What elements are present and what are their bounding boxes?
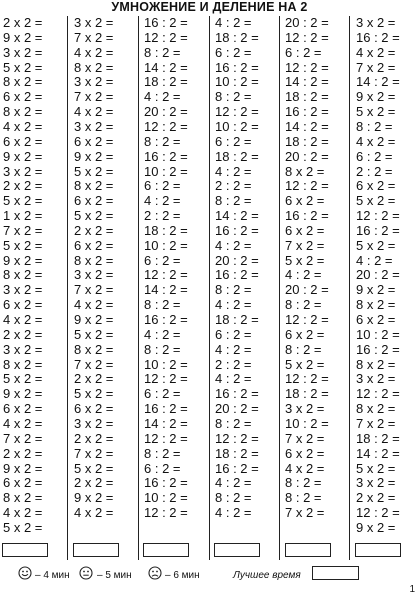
exercise-item: 18 : 2 =	[285, 133, 329, 149]
column-divider	[349, 16, 350, 560]
exercise-item: 12 : 2 =	[285, 29, 329, 45]
exercise-item: 12 : 2 =	[356, 505, 400, 521]
exercise-item: 9 x 2 =	[3, 386, 43, 402]
exercise-item: 8 : 2 =	[144, 44, 181, 60]
answer-box-4[interactable]	[214, 543, 260, 557]
exercise-item: 5 x 2 =	[285, 252, 325, 268]
exercise-item: 4 : 2 =	[285, 267, 322, 283]
exercise-item: 7 x 2 =	[74, 356, 114, 372]
answer-box-5[interactable]	[285, 543, 331, 557]
exercise-item: 14 : 2 =	[356, 445, 400, 461]
time-6-label: – 6 мин	[165, 570, 200, 581]
exercise-column-2	[74, 16, 144, 536]
exercise-item: 4 x 2 =	[3, 118, 43, 134]
exercise-item: 6 x 2 =	[285, 193, 325, 209]
exercise-item: 5 x 2 =	[74, 326, 114, 342]
exercise-item: 4 : 2 =	[215, 371, 252, 387]
exercise-item: 6 x 2 =	[3, 89, 43, 105]
exercise-item: 5 x 2 =	[74, 208, 114, 224]
exercise-item: 20 : 2 =	[285, 282, 329, 298]
exercise-item: 7 x 2 =	[356, 415, 396, 431]
exercise-item: 6 : 2 =	[144, 386, 181, 402]
exercise-item: 6 : 2 =	[215, 44, 252, 60]
exercise-item: 12 : 2 =	[144, 505, 188, 521]
exercise-item: 3 x 2 =	[3, 341, 43, 357]
exercise-item: 5 x 2 =	[74, 386, 114, 402]
exercise-item: 20 : 2 =	[215, 252, 259, 268]
exercise-column-4	[215, 16, 285, 536]
exercise-item: 16 : 2 =	[215, 386, 259, 402]
exercise-item: 6 : 2 =	[215, 133, 252, 149]
exercise-item: 20 : 2 =	[356, 267, 400, 283]
exercise-item: 18 : 2 =	[285, 89, 329, 105]
exercise-item: 4 : 2 =	[144, 193, 181, 209]
exercise-item: 12 : 2 =	[285, 312, 329, 327]
exercise-item: 6 : 2 =	[356, 148, 393, 164]
exercise-item: 6 x 2 =	[3, 133, 43, 149]
exercise-item: 6 x 2 =	[356, 178, 396, 194]
exercise-item: 4 : 2 =	[215, 505, 252, 521]
exercise-item: 9 x 2 =	[3, 460, 43, 476]
exercise-item: 7 x 2 =	[285, 237, 325, 253]
exercise-item: 7 x 2 =	[74, 445, 114, 461]
exercise-item: 8 : 2 =	[215, 415, 252, 431]
exercise-item: 12 : 2 =	[144, 430, 188, 446]
exercise-item: 16 : 2 =	[215, 460, 259, 476]
exercise-item: 2 x 2 =	[3, 445, 43, 461]
exercise-item: 12 : 2 =	[144, 29, 188, 45]
exercise-item: 8 x 2 =	[74, 178, 114, 194]
exercise-item: 10 : 2 =	[215, 74, 259, 90]
exercise-item: 14 : 2 =	[144, 282, 188, 298]
exercise-item: 9 x 2 =	[74, 312, 114, 327]
exercise-item: 5 x 2 =	[3, 371, 43, 387]
exercise-item: 7 x 2 =	[74, 282, 114, 298]
exercise-item: 2 x 2 =	[3, 326, 43, 342]
exercise-item: 8 x 2 =	[74, 252, 114, 268]
exercise-item: 6 x 2 =	[285, 326, 325, 342]
exercise-item: 16 : 2 =	[285, 104, 329, 120]
exercise-item: 4 : 2 =	[144, 89, 181, 105]
exercise-item: 4 x 2 =	[3, 415, 43, 431]
exercise-item: 14 : 2 =	[285, 74, 329, 90]
exercise-item: 8 x 2 =	[356, 297, 396, 313]
exercise-item: 6 x 2 =	[285, 445, 325, 461]
exercise-item: 3 x 2 =	[74, 74, 114, 90]
exercise-item: 7 x 2 =	[3, 430, 43, 446]
exercise-item: 16 : 2 =	[144, 312, 188, 327]
exercise-item: 4 : 2 =	[356, 252, 393, 268]
exercise-column-3	[144, 16, 214, 536]
exercise-item: 7 x 2 =	[356, 59, 396, 75]
exercise-item: 4 : 2 =	[215, 15, 252, 30]
exercise-item: 4 x 2 =	[356, 44, 396, 60]
column-divider	[279, 16, 280, 560]
exercise-item: 18 : 2 =	[215, 148, 259, 164]
exercise-item: 16 : 2 =	[144, 15, 188, 30]
exercise-item: 18 : 2 =	[356, 430, 400, 446]
exercise-item: 3 x 2 =	[356, 15, 396, 30]
exercise-item: 8 : 2 =	[215, 89, 252, 105]
exercise-item: 8 x 2 =	[74, 59, 114, 75]
exercise-item: 10 : 2 =	[144, 356, 188, 372]
exercise-item: 16 : 2 =	[215, 267, 259, 283]
exercise-item: 2 x 2 =	[74, 475, 114, 491]
sad-face-icon	[148, 566, 162, 580]
exercise-item: 3 x 2 =	[356, 475, 396, 491]
exercise-item: 6 : 2 =	[144, 252, 181, 268]
exercise-item: 3 x 2 =	[74, 15, 114, 30]
exercise-item: 9 x 2 =	[356, 519, 396, 535]
exercise-item: 7 x 2 =	[3, 222, 43, 238]
exercise-item: 4 x 2 =	[356, 133, 396, 149]
exercise-item: 3 x 2 =	[74, 415, 114, 431]
exercise-item: 8 x 2 =	[3, 267, 43, 283]
exercise-item: 3 x 2 =	[74, 118, 114, 134]
exercise-item: 6 : 2 =	[144, 178, 181, 194]
exercise-item: 8 x 2 =	[3, 490, 43, 506]
best-time-box[interactable]	[312, 566, 359, 580]
exercise-item: 4 : 2 =	[144, 326, 181, 342]
exercise-item: 8 : 2 =	[215, 282, 252, 298]
exercise-item: 9 x 2 =	[3, 29, 43, 45]
exercise-item: 9 x 2 =	[356, 89, 396, 105]
exercise-column-1	[3, 16, 73, 536]
exercise-item: 8 x 2 =	[74, 341, 114, 357]
exercise-item: 9 x 2 =	[356, 282, 396, 298]
exercise-item: 2 : 2 =	[215, 178, 252, 194]
exercise-item: 4 x 2 =	[74, 297, 114, 313]
exercise-item: 10 : 2 =	[144, 163, 188, 179]
exercise-item: 3 x 2 =	[3, 163, 43, 179]
exercise-item: 12 : 2 =	[285, 178, 329, 194]
exercise-item: 9 x 2 =	[74, 490, 114, 506]
exercise-item: 8 : 2 =	[144, 341, 181, 357]
exercise-item: 6 : 2 =	[144, 460, 181, 476]
exercise-item: 10 : 2 =	[285, 415, 329, 431]
neutral-face-icon	[79, 566, 93, 580]
exercise-item: 5 x 2 =	[356, 104, 396, 120]
exercise-item: 8 x 2 =	[3, 74, 43, 90]
exercise-item: 7 x 2 =	[285, 430, 325, 446]
exercise-item: 8 x 2 =	[3, 104, 43, 120]
exercise-item: 18 : 2 =	[285, 386, 329, 402]
exercise-item: 10 : 2 =	[144, 490, 188, 506]
exercise-item: 3 x 2 =	[3, 44, 43, 60]
exercise-item: 14 : 2 =	[285, 118, 329, 134]
exercise-item: 16 : 2 =	[144, 475, 188, 491]
answer-box-1[interactable]	[2, 543, 48, 557]
exercise-item: 12 : 2 =	[356, 386, 400, 402]
exercise-item: 2 : 2 =	[215, 356, 252, 372]
exercise-item: 4 x 2 =	[74, 44, 114, 60]
exercise-item: 4 x 2 =	[3, 312, 43, 327]
exercise-item: 6 : 2 =	[215, 326, 252, 342]
exercise-item: 16 : 2 =	[356, 341, 400, 357]
exercise-item: 9 x 2 =	[3, 148, 43, 164]
exercise-item: 4 x 2 =	[74, 505, 114, 521]
exercise-item: 8 : 2 =	[215, 490, 252, 506]
exercise-item: 5 x 2 =	[356, 193, 396, 209]
exercise-item: 16 : 2 =	[285, 208, 329, 224]
exercise-item: 5 x 2 =	[3, 519, 43, 535]
exercise-item: 5 x 2 =	[285, 356, 325, 372]
exercise-item: 4 : 2 =	[215, 341, 252, 357]
exercise-item: 18 : 2 =	[215, 29, 259, 45]
exercise-item: 2 : 2 =	[144, 208, 181, 224]
exercise-item: 8 : 2 =	[356, 118, 393, 134]
exercise-item: 8 : 2 =	[144, 445, 181, 461]
exercise-item: 8 : 2 =	[144, 297, 181, 313]
answer-box-3[interactable]	[143, 543, 189, 557]
exercise-item: 8 : 2 =	[285, 475, 322, 491]
time-5-label: – 5 мин	[97, 570, 132, 581]
exercise-item: 10 : 2 =	[356, 326, 400, 342]
exercise-item: 9 x 2 =	[74, 148, 114, 164]
exercise-item: 12 : 2 =	[144, 371, 188, 387]
exercise-item: 8 x 2 =	[356, 356, 396, 372]
exercise-item: 8 : 2 =	[215, 193, 252, 209]
exercise-item: 16 : 2 =	[356, 222, 400, 238]
exercise-item: 5 x 2 =	[3, 59, 43, 75]
exercise-item: 16 : 2 =	[144, 401, 188, 417]
exercise-item: 6 x 2 =	[356, 312, 396, 327]
best-time-label: Лучшее время	[233, 570, 301, 581]
exercise-item: 12 : 2 =	[356, 208, 400, 224]
exercise-item: 16 : 2 =	[144, 148, 188, 164]
exercise-item: 3 x 2 =	[3, 282, 43, 298]
exercise-item: 3 x 2 =	[356, 371, 396, 387]
exercise-item: 12 : 2 =	[215, 430, 259, 446]
exercise-item: 12 : 2 =	[215, 104, 259, 120]
exercise-item: 20 : 2 =	[144, 104, 188, 120]
exercise-item: 14 : 2 =	[215, 208, 259, 224]
column-divider	[209, 16, 210, 560]
exercise-item: 6 x 2 =	[74, 401, 114, 417]
exercise-item: 4 : 2 =	[215, 163, 252, 179]
exercise-item: 8 : 2 =	[285, 490, 322, 506]
exercise-item: 2 x 2 =	[3, 178, 43, 194]
exercise-item: 5 x 2 =	[74, 460, 114, 476]
exercise-item: 6 x 2 =	[74, 133, 114, 149]
exercise-item: 2 x 2 =	[74, 430, 114, 446]
answer-box-2[interactable]	[73, 543, 119, 557]
page-title: УМНОЖЕНИЕ И ДЕЛЕНИЕ НА 2	[111, 0, 308, 14]
exercise-item: 6 x 2 =	[74, 237, 114, 253]
exercise-item: 8 x 2 =	[285, 163, 325, 179]
exercise-item: 14 : 2 =	[144, 415, 188, 431]
exercise-item: 12 : 2 =	[285, 59, 329, 75]
exercise-item: 3 x 2 =	[74, 267, 114, 283]
exercise-item: 8 : 2 =	[285, 341, 322, 357]
exercise-item: 7 x 2 =	[285, 505, 325, 521]
exercise-item: 4 x 2 =	[74, 104, 114, 120]
exercise-item: 3 x 2 =	[285, 401, 325, 417]
exercise-item: 12 : 2 =	[285, 371, 329, 387]
exercise-item: 2 x 2 =	[356, 490, 396, 506]
timing-legend	[0, 566, 419, 588]
exercise-item: 4 x 2 =	[3, 505, 43, 521]
exercise-item: 8 : 2 =	[285, 297, 322, 313]
exercise-item: 16 : 2 =	[356, 29, 400, 45]
exercise-item: 5 x 2 =	[356, 460, 396, 476]
happy-face-icon	[18, 566, 32, 580]
exercise-item: 2 : 2 =	[356, 163, 393, 179]
exercise-item: 18 : 2 =	[144, 74, 188, 90]
exercise-item: 6 x 2 =	[3, 475, 43, 491]
exercise-item: 12 : 2 =	[144, 267, 188, 283]
exercise-item: 14 : 2 =	[144, 59, 188, 75]
exercise-item: 2 x 2 =	[74, 222, 114, 238]
exercise-item: 20 : 2 =	[215, 401, 259, 417]
exercise-item: 6 x 2 =	[74, 193, 114, 209]
exercise-item: 8 x 2 =	[3, 356, 43, 372]
exercise-item: 18 : 2 =	[215, 445, 259, 461]
exercise-item: 2 x 2 =	[3, 15, 43, 30]
column-divider	[67, 16, 68, 560]
exercise-item: 4 : 2 =	[215, 297, 252, 313]
exercise-item: 6 : 2 =	[285, 44, 322, 60]
exercise-item: 5 x 2 =	[356, 237, 396, 253]
answer-box-6[interactable]	[355, 543, 401, 557]
exercise-item: 5 x 2 =	[3, 237, 43, 253]
exercise-item: 9 x 2 =	[3, 252, 43, 268]
column-divider	[138, 16, 139, 560]
exercise-item: 6 x 2 =	[3, 401, 43, 417]
exercise-item: 10 : 2 =	[144, 237, 188, 253]
exercise-item: 4 : 2 =	[215, 237, 252, 253]
exercise-item: 2 x 2 =	[74, 371, 114, 387]
exercise-column-6	[356, 16, 419, 536]
exercise-item: 6 x 2 =	[3, 297, 43, 313]
exercise-item: 5 x 2 =	[74, 163, 114, 179]
exercise-item: 20 : 2 =	[285, 148, 329, 164]
exercise-item: 18 : 2 =	[215, 312, 259, 327]
exercise-item: 10 : 2 =	[215, 118, 259, 134]
exercise-item: 4 x 2 =	[285, 460, 325, 476]
exercise-item: 16 : 2 =	[215, 59, 259, 75]
exercise-item: 14 : 2 =	[356, 74, 400, 90]
exercise-item: 1 x 2 =	[3, 208, 43, 224]
page-number: 1	[409, 584, 415, 595]
exercise-item: 6 x 2 =	[285, 222, 325, 238]
exercise-item: 5 x 2 =	[3, 193, 43, 209]
exercise-item: 18 : 2 =	[144, 222, 188, 238]
exercise-item: 12 : 2 =	[144, 118, 188, 134]
exercise-item: 20 : 2 =	[285, 15, 329, 30]
time-4-label: – 4 мин	[35, 570, 70, 581]
exercise-item: 7 x 2 =	[74, 29, 114, 45]
exercise-item: 8 x 2 =	[356, 401, 396, 417]
exercise-item: 4 : 2 =	[215, 475, 252, 491]
exercise-item: 8 : 2 =	[144, 133, 181, 149]
exercise-item: 16 : 2 =	[215, 222, 259, 238]
exercise-column-5	[285, 16, 355, 536]
exercise-item: 7 x 2 =	[74, 89, 114, 105]
